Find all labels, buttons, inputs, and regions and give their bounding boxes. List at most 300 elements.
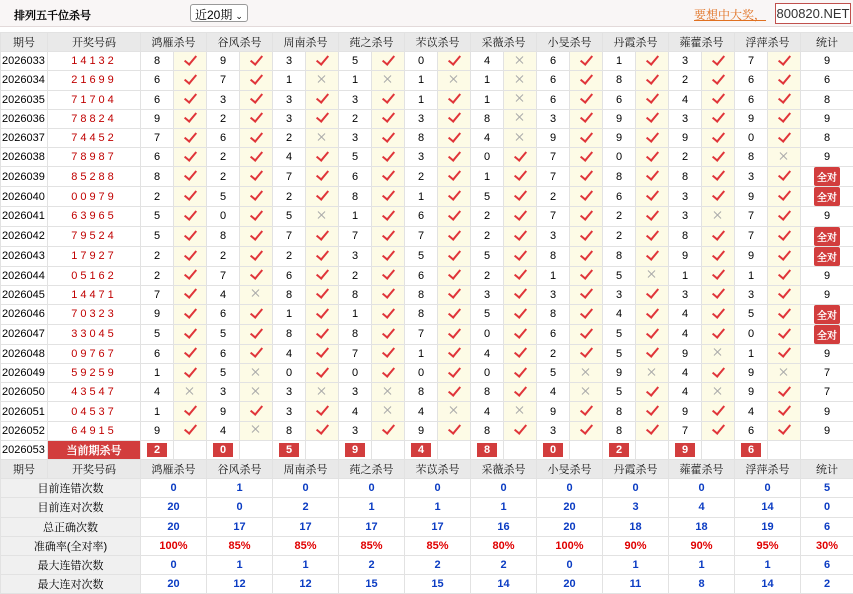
check-icon — [315, 404, 329, 416]
result-mark-cell — [768, 344, 801, 363]
stat-row — [1, 555, 853, 574]
column-header: 蕹藿杀号 — [669, 33, 735, 52]
table-row — [1, 90, 853, 109]
correct-count: 6 — [824, 74, 830, 86]
kill-number-cell: 4 — [471, 344, 504, 363]
result-mark-cell — [174, 148, 207, 167]
check-icon — [513, 209, 527, 221]
draw-number-cell: 00979 — [48, 187, 141, 207]
kill-number-cell: 7 — [207, 266, 240, 285]
draw-number-cell: 85288 — [48, 167, 141, 187]
kill-number-cell: 9 — [669, 246, 702, 266]
result-mark-cell — [504, 324, 537, 344]
check-icon — [183, 404, 197, 416]
column-header: 周南杀号 — [273, 460, 339, 479]
top-bar — [0, 0, 853, 27]
kill-number-cell: 8 — [339, 324, 372, 344]
check-icon — [777, 92, 791, 104]
stat-count-cell — [801, 167, 853, 187]
check-icon — [183, 249, 197, 261]
kill-number-cell: 5 — [471, 304, 504, 324]
stat-value: 5 — [801, 479, 853, 498]
draw-number-cell: 78987 — [48, 148, 141, 167]
kill-number-cell: 4 — [339, 402, 372, 421]
check-icon — [579, 92, 593, 104]
stat-row — [1, 575, 853, 594]
correct-count: 7 — [824, 367, 830, 379]
cross-icon — [711, 209, 725, 221]
result-mark-cell — [636, 109, 669, 128]
stat-value: 16 — [471, 517, 537, 536]
result-mark-cell — [768, 364, 801, 383]
check-icon — [249, 327, 263, 339]
check-icon — [777, 287, 791, 299]
kill-number-cell: 7 — [207, 71, 240, 90]
cross-icon — [711, 385, 725, 397]
table-row — [1, 207, 853, 226]
check-icon — [777, 249, 791, 261]
check-icon — [381, 307, 395, 319]
check-icon — [315, 268, 329, 280]
check-icon — [645, 150, 659, 162]
stat-value: 20 — [537, 517, 603, 536]
check-icon — [645, 169, 659, 181]
kill-number-cell: 9 — [207, 402, 240, 421]
result-mark-cell — [438, 128, 471, 147]
result-mark-cell — [636, 90, 669, 109]
kill-number-cell: 4 — [471, 128, 504, 147]
result-mark-cell — [570, 344, 603, 363]
check-icon — [249, 307, 263, 319]
result-mark-cell — [306, 344, 339, 363]
column-header: 采薇杀号 — [471, 460, 537, 479]
check-icon — [579, 169, 593, 181]
result-mark-cell — [306, 324, 339, 344]
kill-number-cell: 6 — [537, 324, 570, 344]
kill-number-cell: 9 — [603, 109, 636, 128]
check-icon — [711, 150, 725, 162]
correct-count: 8 — [824, 132, 830, 144]
result-mark-cell — [240, 207, 273, 226]
kill-number-cell: 8 — [405, 383, 438, 402]
result-mark-cell — [240, 266, 273, 285]
check-icon — [183, 327, 197, 339]
result-mark-cell — [570, 187, 603, 207]
all-correct-badge: 全对 — [814, 305, 840, 324]
stat-value: 85% — [339, 536, 405, 555]
stat-count-cell — [801, 324, 853, 344]
kill-number-cell: 5 — [207, 187, 240, 207]
check-icon — [579, 268, 593, 280]
result-mark-cell — [636, 246, 669, 266]
stat-value: 2 — [801, 575, 853, 594]
stat-value: 2 — [273, 498, 339, 517]
cross-icon — [579, 385, 593, 397]
result-mark-cell — [372, 226, 405, 246]
kill-number-cell: 7 — [339, 344, 372, 363]
kill-number-cell: 2 — [537, 344, 570, 363]
check-icon — [249, 346, 263, 358]
check-icon — [381, 111, 395, 123]
check-icon — [315, 327, 329, 339]
draw-number-cell: 04537 — [48, 402, 141, 421]
result-mark-cell — [372, 421, 405, 440]
current-kill-cell — [603, 440, 636, 459]
check-icon — [777, 189, 791, 201]
check-icon — [777, 307, 791, 319]
kill-number-cell: 8 — [141, 167, 174, 187]
result-mark-cell — [174, 304, 207, 324]
period-cell: 2026037 — [1, 128, 48, 147]
check-icon — [579, 73, 593, 85]
result-mark-cell — [438, 324, 471, 344]
result-mark-cell — [570, 128, 603, 147]
kill-number-cell: 8 — [603, 167, 636, 187]
kill-number-cell: 3 — [537, 109, 570, 128]
kill-number-cell: 3 — [669, 52, 702, 71]
stat-value: 0 — [603, 479, 669, 498]
kill-number-cell: 4 — [207, 285, 240, 304]
draw-number-cell: 14132 — [48, 52, 141, 71]
check-icon — [777, 54, 791, 66]
stat-value: 1 — [735, 555, 801, 574]
period-cell: 2026053 — [1, 440, 48, 459]
check-icon — [183, 92, 197, 104]
check-icon — [249, 73, 263, 85]
kill-number-cell: 8 — [537, 304, 570, 324]
result-mark-cell — [702, 52, 735, 71]
check-icon — [645, 131, 659, 143]
kill-number-cell: 3 — [537, 285, 570, 304]
stat-value: 1 — [471, 498, 537, 517]
stat-count-cell — [801, 383, 853, 402]
kill-number-cell: 7 — [141, 285, 174, 304]
kill-number-cell: 1 — [471, 167, 504, 187]
result-mark-cell — [702, 167, 735, 187]
table-header-row — [1, 460, 853, 479]
result-mark-cell — [768, 52, 801, 71]
stat-value: 20 — [141, 517, 207, 536]
kill-number-cell: 7 — [405, 226, 438, 246]
kill-number-cell: 5 — [141, 324, 174, 344]
result-mark-cell — [438, 71, 471, 90]
result-mark-cell — [372, 324, 405, 344]
current-kill-cell — [669, 440, 702, 459]
check-icon — [447, 229, 461, 241]
result-mark-cell — [438, 402, 471, 421]
stat-value: 17 — [339, 517, 405, 536]
kill-number-cell: 6 — [141, 71, 174, 90]
result-mark-cell — [702, 383, 735, 402]
result-mark-cell — [702, 226, 735, 246]
result-mark-cell — [438, 246, 471, 266]
ad-link[interactable]: 要想中大奖， — [694, 6, 766, 23]
kill-number-cell: 2 — [207, 148, 240, 167]
result-mark-cell — [306, 266, 339, 285]
stat-value: 0 — [141, 555, 207, 574]
result-mark-cell — [702, 109, 735, 128]
result-mark-cell — [702, 187, 735, 207]
result-mark-cell — [570, 246, 603, 266]
period-cell: 2026051 — [1, 402, 48, 421]
period-cell: 2026039 — [1, 167, 48, 187]
result-mark-cell — [504, 383, 537, 402]
current-kill-cell — [735, 440, 768, 459]
check-icon — [381, 287, 395, 299]
kill-number-cell: 0 — [339, 364, 372, 383]
result-mark-cell — [570, 266, 603, 285]
result-mark-cell — [570, 167, 603, 187]
page-title: 排列五千位杀号 — [14, 7, 91, 23]
kill-number-cell: 8 — [537, 246, 570, 266]
result-mark-cell — [504, 266, 537, 285]
check-icon — [381, 327, 395, 339]
check-icon — [381, 423, 395, 435]
result-mark-cell — [174, 128, 207, 147]
period-cell: 2026040 — [1, 187, 48, 207]
stat-label: 最大连错次数 — [1, 555, 141, 574]
kill-number-cell: 8 — [141, 52, 174, 71]
result-mark-cell — [372, 90, 405, 109]
kill-number-cell: 5 — [603, 344, 636, 363]
check-icon — [645, 54, 659, 66]
result-mark-cell — [306, 383, 339, 402]
stat-value: 17 — [405, 517, 471, 536]
result-mark-cell — [504, 226, 537, 246]
kill-number-cell: 3 — [339, 383, 372, 402]
kill-number-cell: 0 — [735, 128, 768, 147]
result-mark-cell — [768, 266, 801, 285]
result-mark-cell — [438, 266, 471, 285]
stat-count-cell — [801, 266, 853, 285]
check-icon — [711, 169, 725, 181]
result-mark-cell — [438, 207, 471, 226]
current-spacer-cell — [174, 440, 207, 459]
kill-number-cell: 2 — [669, 148, 702, 167]
check-icon — [645, 307, 659, 319]
kill-number-cell: 6 — [141, 90, 174, 109]
result-mark-cell — [702, 266, 735, 285]
check-icon — [381, 249, 395, 261]
stat-value: 19 — [735, 517, 801, 536]
result-mark-cell — [702, 148, 735, 167]
stat-row — [1, 536, 853, 555]
result-mark-cell — [438, 304, 471, 324]
kill-number-cell: 7 — [273, 167, 306, 187]
cross-icon — [645, 366, 659, 378]
result-mark-cell — [174, 285, 207, 304]
stat-value: 20 — [141, 575, 207, 594]
kill-number-cell: 3 — [207, 90, 240, 109]
period-cell: 2026035 — [1, 90, 48, 109]
result-mark-cell — [570, 324, 603, 344]
check-icon — [777, 229, 791, 241]
stat-value: 0 — [141, 479, 207, 498]
result-mark-cell — [768, 109, 801, 128]
draw-number-cell: 74452 — [48, 128, 141, 147]
check-icon — [513, 189, 527, 201]
kill-number-cell: 9 — [735, 246, 768, 266]
check-icon — [579, 346, 593, 358]
current-spacer-cell — [636, 440, 669, 459]
stat-value: 0 — [801, 498, 853, 517]
result-mark-cell — [702, 324, 735, 344]
result-mark-cell — [636, 285, 669, 304]
correct-count: 9 — [824, 151, 830, 163]
kill-number-cell: 4 — [669, 383, 702, 402]
kill-number-cell: 9 — [735, 109, 768, 128]
check-icon — [315, 111, 329, 123]
kill-number-cell: 8 — [207, 226, 240, 246]
check-icon — [513, 150, 527, 162]
result-mark-cell — [240, 246, 273, 266]
check-icon — [711, 229, 725, 241]
cross-icon — [315, 131, 329, 143]
check-icon — [777, 423, 791, 435]
stat-count-cell — [801, 304, 853, 324]
current-spacer-cell — [570, 440, 603, 459]
kill-number-cell: 4 — [471, 402, 504, 421]
kill-number-cell: 6 — [141, 344, 174, 363]
check-icon — [183, 131, 197, 143]
kill-number-cell: 7 — [735, 52, 768, 71]
stat-value: 20 — [537, 498, 603, 517]
check-icon — [183, 209, 197, 221]
period-cell: 2026046 — [1, 304, 48, 324]
check-icon — [447, 346, 461, 358]
result-mark-cell — [570, 148, 603, 167]
stat-value: 17 — [207, 517, 273, 536]
check-icon — [579, 54, 593, 66]
period-cell: 2026036 — [1, 109, 48, 128]
kill-number-cell: 3 — [339, 421, 372, 440]
kill-number-cell: 5 — [141, 226, 174, 246]
stat-value: 90% — [669, 536, 735, 555]
correct-count: 9 — [824, 113, 830, 125]
check-icon — [249, 189, 263, 201]
kill-number-cell: 2 — [207, 109, 240, 128]
current-kill-cell — [471, 440, 504, 459]
check-icon — [711, 287, 725, 299]
check-icon — [315, 346, 329, 358]
kill-number-cell: 3 — [669, 207, 702, 226]
kill-number-cell: 6 — [537, 90, 570, 109]
kill-number-cell: 5 — [141, 207, 174, 226]
check-icon — [381, 229, 395, 241]
kill-number-cell: 1 — [141, 402, 174, 421]
kill-number-cell: 0 — [735, 324, 768, 344]
table-row — [1, 324, 853, 344]
table-row — [1, 148, 853, 167]
check-icon — [447, 54, 461, 66]
result-mark-cell — [306, 128, 339, 147]
check-icon — [513, 229, 527, 241]
kill-number-cell: 1 — [603, 52, 636, 71]
kill-number-cell: 9 — [405, 421, 438, 440]
result-mark-cell — [570, 421, 603, 440]
column-header: 小旻杀号 — [537, 33, 603, 52]
correct-count: 9 — [824, 406, 830, 418]
result-mark-cell — [636, 52, 669, 71]
kill-number-cell: 3 — [339, 90, 372, 109]
period-select[interactable] — [190, 4, 248, 22]
stat-count-cell — [801, 364, 853, 383]
kill-number-cell: 6 — [405, 207, 438, 226]
result-mark-cell — [174, 207, 207, 226]
result-mark-cell — [240, 304, 273, 324]
result-mark-cell — [306, 364, 339, 383]
correct-count: 9 — [824, 210, 830, 222]
result-mark-cell — [570, 383, 603, 402]
current-kill-cell — [141, 440, 174, 459]
check-icon — [315, 150, 329, 162]
result-mark-cell — [306, 285, 339, 304]
result-mark-cell — [438, 52, 471, 71]
kill-number-cell: 6 — [603, 90, 636, 109]
check-icon — [711, 423, 725, 435]
check-icon — [777, 169, 791, 181]
kill-number-cell: 4 — [537, 383, 570, 402]
kill-number-cell: 2 — [471, 266, 504, 285]
check-icon — [579, 131, 593, 143]
kill-number-cell: 2 — [471, 207, 504, 226]
check-icon — [183, 287, 197, 299]
kill-number-cell: 6 — [405, 266, 438, 285]
current-label: 当前期杀号 — [48, 440, 141, 459]
kill-number-cell: 9 — [669, 344, 702, 363]
result-mark-cell — [636, 266, 669, 285]
column-header: 谷风杀号 — [207, 460, 273, 479]
stat-value: 90% — [603, 536, 669, 555]
correct-count: 9 — [824, 55, 830, 67]
table-row — [1, 187, 853, 207]
current-kill-cell — [339, 440, 372, 459]
column-header: 蕹藿杀号 — [669, 460, 735, 479]
brand-badge[interactable]: 800820.NET — [775, 3, 851, 24]
kill-number-cell: 9 — [141, 304, 174, 324]
kill-number-cell: 9 — [207, 52, 240, 71]
current-kill-number: 9 — [675, 443, 695, 457]
result-mark-cell — [702, 364, 735, 383]
kill-number-cell: 1 — [405, 344, 438, 363]
kill-number-cell: 7 — [141, 128, 174, 147]
draw-number-cell: 43547 — [48, 383, 141, 402]
result-mark-cell — [702, 207, 735, 226]
check-icon — [711, 54, 725, 66]
result-mark-cell — [306, 167, 339, 187]
result-mark-cell — [636, 421, 669, 440]
result-mark-cell — [702, 90, 735, 109]
result-mark-cell — [702, 246, 735, 266]
period-cell: 2026047 — [1, 324, 48, 344]
kill-number-cell: 3 — [339, 128, 372, 147]
stat-row — [1, 479, 853, 498]
kill-number-cell: 6 — [537, 52, 570, 71]
table-row — [1, 226, 853, 246]
result-mark-cell — [174, 246, 207, 266]
column-header: 丹霞杀号 — [603, 460, 669, 479]
kill-number-cell: 3 — [537, 226, 570, 246]
table-row — [1, 52, 853, 71]
stat-count-cell — [801, 246, 853, 266]
check-icon — [645, 423, 659, 435]
current-kill-number: 0 — [213, 443, 233, 457]
stat-value: 1 — [405, 498, 471, 517]
cross-icon — [183, 385, 197, 397]
stat-value: 2 — [471, 555, 537, 574]
kill-number-cell: 9 — [537, 402, 570, 421]
kill-number-cell: 3 — [735, 285, 768, 304]
